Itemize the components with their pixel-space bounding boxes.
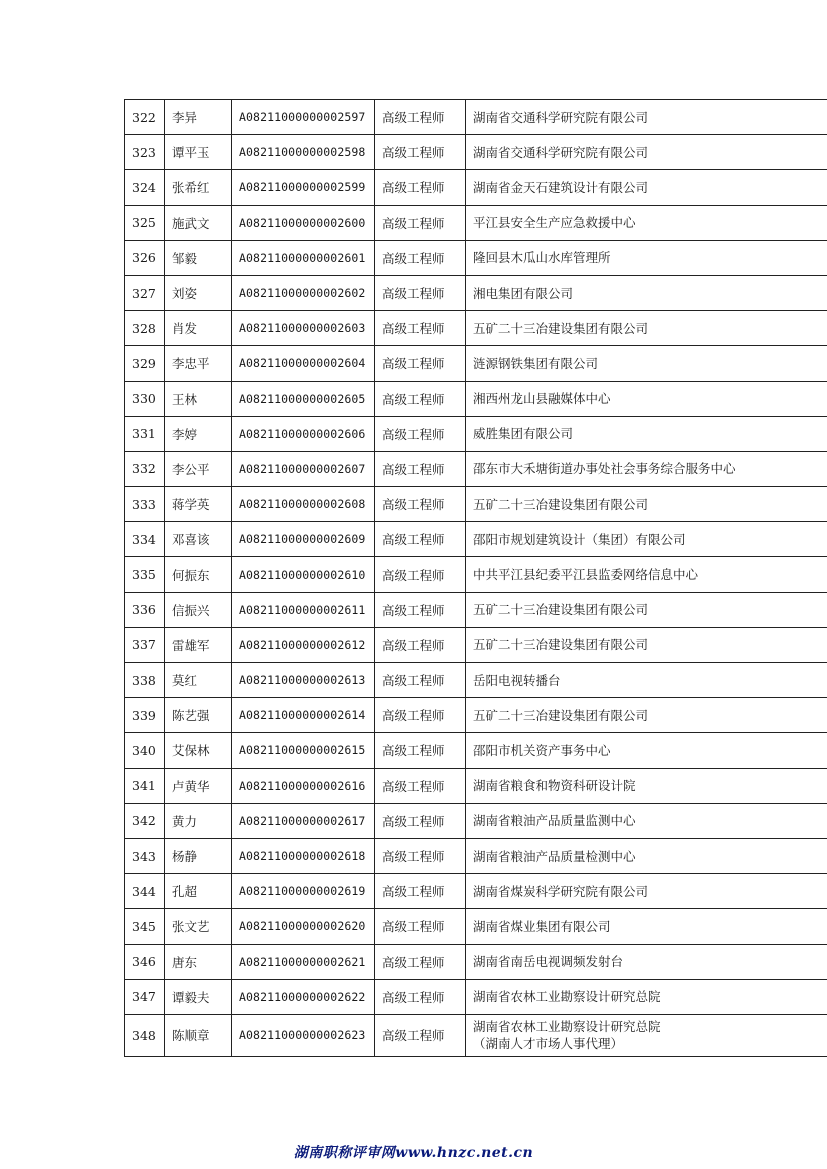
professional-title: 高级工程师 [375, 451, 466, 486]
certificate-id: A08211000000002613 [232, 663, 375, 698]
table-row [125, 416, 827, 451]
organization: 中共平江县纪委平江县监委网络信息中心 [466, 557, 827, 592]
table-row [125, 733, 827, 768]
table-row [125, 803, 827, 838]
row-number: 331 [125, 416, 165, 451]
professional-title: 高级工程师 [375, 698, 466, 733]
person-name: 杨静 [165, 838, 232, 873]
row-number: 341 [125, 768, 165, 803]
table-row [125, 311, 827, 346]
organization: 涟源钢铁集团有限公司 [466, 346, 827, 381]
person-name: 孔超 [165, 874, 232, 909]
table-row [125, 592, 827, 627]
table-row [125, 100, 827, 135]
person-name: 莫红 [165, 663, 232, 698]
organization: 五矿二十三冶建设集团有限公司 [466, 311, 827, 346]
person-name: 唐东 [165, 944, 232, 979]
person-name: 李异 [165, 100, 232, 135]
row-number: 333 [125, 487, 165, 522]
person-name: 张文艺 [165, 909, 232, 944]
person-name: 雷雄军 [165, 627, 232, 662]
person-name: 黄力 [165, 803, 232, 838]
table-row [125, 135, 827, 170]
organization: 湖南省煤业集团有限公司 [466, 909, 827, 944]
organization: 邵阳市规划建筑设计（集团）有限公司 [466, 522, 827, 557]
table-row [125, 874, 827, 909]
professional-title: 高级工程师 [375, 874, 466, 909]
professional-title: 高级工程师 [375, 592, 466, 627]
professional-title: 高级工程师 [375, 487, 466, 522]
certificate-id: A08211000000002617 [232, 803, 375, 838]
organization: 邵东市大禾塘街道办事处社会事务综合服务中心 [466, 451, 827, 486]
row-number: 326 [125, 240, 165, 275]
table-row [125, 205, 827, 240]
organization: 湖南省粮油产品质量检测中心 [466, 838, 827, 873]
professional-title: 高级工程师 [375, 170, 466, 205]
roster-table [124, 99, 827, 1057]
organization [466, 1014, 827, 1056]
professional-title: 高级工程师 [375, 205, 466, 240]
organization: 平江县安全生产应急救援中心 [466, 205, 827, 240]
organization: 湖南省农林工业勘察设计研究总院 [466, 979, 827, 1014]
person-name: 陈顺章 [165, 1014, 232, 1056]
certificate-id: A08211000000002602 [232, 275, 375, 310]
certificate-id: A08211000000002618 [232, 838, 375, 873]
certificate-id: A08211000000002607 [232, 451, 375, 486]
table-row [125, 1014, 827, 1056]
organization: 隆回县木瓜山水库管理所 [466, 240, 827, 275]
certificate-id: A08211000000002598 [232, 135, 375, 170]
table-row [125, 346, 827, 381]
professional-title: 高级工程师 [375, 803, 466, 838]
row-number: 327 [125, 275, 165, 310]
certificate-id: A08211000000002597 [232, 100, 375, 135]
row-number: 323 [125, 135, 165, 170]
table-row [125, 663, 827, 698]
organization: 湖南省交通科学研究院有限公司 [466, 135, 827, 170]
certificate-id: A08211000000002619 [232, 874, 375, 909]
professional-title: 高级工程师 [375, 275, 466, 310]
table-row [125, 768, 827, 803]
person-name: 肖发 [165, 311, 232, 346]
professional-title: 高级工程师 [375, 768, 466, 803]
certificate-id: A08211000000002599 [232, 170, 375, 205]
row-number: 338 [125, 663, 165, 698]
table-row [125, 170, 827, 205]
certificate-id: A08211000000002611 [232, 592, 375, 627]
organization: 邵阳市机关资产事务中心 [466, 733, 827, 768]
organization: 五矿二十三冶建设集团有限公司 [466, 627, 827, 662]
certificate-id: A08211000000002609 [232, 522, 375, 557]
row-number: 340 [125, 733, 165, 768]
row-number: 347 [125, 979, 165, 1014]
row-number: 336 [125, 592, 165, 627]
row-number: 332 [125, 451, 165, 486]
person-name: 张希红 [165, 170, 232, 205]
certificate-id: A08211000000002605 [232, 381, 375, 416]
row-number: 330 [125, 381, 165, 416]
person-name: 刘姿 [165, 275, 232, 310]
professional-title: 高级工程师 [375, 311, 466, 346]
professional-title: 高级工程师 [375, 1014, 466, 1056]
organization: 湘电集团有限公司 [466, 275, 827, 310]
person-name: 李公平 [165, 451, 232, 486]
professional-title: 高级工程师 [375, 346, 466, 381]
row-number: 342 [125, 803, 165, 838]
row-number: 325 [125, 205, 165, 240]
person-name: 陈艺强 [165, 698, 232, 733]
organization: 湖南省煤炭科学研究院有限公司 [466, 874, 827, 909]
certificate-id: A08211000000002600 [232, 205, 375, 240]
row-number: 348 [125, 1014, 165, 1056]
certificate-id: A08211000000002603 [232, 311, 375, 346]
row-number: 322 [125, 100, 165, 135]
certificate-id: A08211000000002601 [232, 240, 375, 275]
certificate-id: A08211000000002612 [232, 627, 375, 662]
table-row [125, 487, 827, 522]
table-row [125, 698, 827, 733]
row-number: 346 [125, 944, 165, 979]
table-row [125, 522, 827, 557]
row-number: 334 [125, 522, 165, 557]
organization: 湖南省南岳电视调频发射台 [466, 944, 827, 979]
table-row [125, 275, 827, 310]
certificate-id: A08211000000002623 [232, 1014, 375, 1056]
professional-title: 高级工程师 [375, 838, 466, 873]
person-name: 王林 [165, 381, 232, 416]
row-number: 328 [125, 311, 165, 346]
professional-title: 高级工程师 [375, 557, 466, 592]
row-number: 344 [125, 874, 165, 909]
roster-body [125, 100, 827, 1057]
organization: 湖南省金天石建筑设计有限公司 [466, 170, 827, 205]
certificate-id: A08211000000002615 [232, 733, 375, 768]
table-row [125, 944, 827, 979]
professional-title: 高级工程师 [375, 627, 466, 662]
organization: 岳阳电视转播台 [466, 663, 827, 698]
person-name: 信振兴 [165, 592, 232, 627]
professional-title: 高级工程师 [375, 944, 466, 979]
organization: 威胜集团有限公司 [466, 416, 827, 451]
certificate-id: A08211000000002622 [232, 979, 375, 1014]
professional-title: 高级工程师 [375, 416, 466, 451]
person-name: 邹毅 [165, 240, 232, 275]
table-row [125, 627, 827, 662]
certificate-id: A08211000000002606 [232, 416, 375, 451]
organization: 湘西州龙山县融媒体中心 [466, 381, 827, 416]
certificate-id: A08211000000002620 [232, 909, 375, 944]
person-name: 谭平玉 [165, 135, 232, 170]
organization: 湖南省粮食和物资科研设计院 [466, 768, 827, 803]
organization-note: （湖南人才市场人事代理） [473, 1036, 624, 1052]
row-number: 324 [125, 170, 165, 205]
organization: 五矿二十三冶建设集团有限公司 [466, 487, 827, 522]
professional-title: 高级工程师 [375, 381, 466, 416]
row-number: 345 [125, 909, 165, 944]
certificate-id: A08211000000002608 [232, 487, 375, 522]
row-number: 337 [125, 627, 165, 662]
person-name: 卢黄华 [165, 768, 232, 803]
footer-watermark: 湖南职称评审网www.hnzc.net.cn [293, 1145, 534, 1161]
organization: 湖南省交通科学研究院有限公司 [466, 100, 827, 135]
organization-name: 湖南省农林工业勘察设计研究总院 [473, 1019, 661, 1035]
row-number: 329 [125, 346, 165, 381]
professional-title: 高级工程师 [375, 733, 466, 768]
professional-title: 高级工程师 [375, 240, 466, 275]
person-name: 李忠平 [165, 346, 232, 381]
row-number: 335 [125, 557, 165, 592]
certificate-id: A08211000000002621 [232, 944, 375, 979]
person-name: 邓喜该 [165, 522, 232, 557]
person-name: 何振东 [165, 557, 232, 592]
table-row [125, 909, 827, 944]
person-name: 艾保林 [165, 733, 232, 768]
table-row [125, 381, 827, 416]
professional-title: 高级工程师 [375, 663, 466, 698]
person-name: 蒋学英 [165, 487, 232, 522]
certificate-id: A08211000000002616 [232, 768, 375, 803]
row-number: 339 [125, 698, 165, 733]
table-row [125, 838, 827, 873]
table-row [125, 557, 827, 592]
table-row [125, 451, 827, 486]
certificate-id: A08211000000002604 [232, 346, 375, 381]
person-name: 施武文 [165, 205, 232, 240]
person-name: 李婷 [165, 416, 232, 451]
professional-title: 高级工程师 [375, 979, 466, 1014]
organization: 五矿二十三冶建设集团有限公司 [466, 698, 827, 733]
professional-title: 高级工程师 [375, 100, 466, 135]
table-row [125, 240, 827, 275]
professional-title: 高级工程师 [375, 135, 466, 170]
table-row [125, 979, 827, 1014]
professional-title: 高级工程师 [375, 522, 466, 557]
organization: 五矿二十三冶建设集团有限公司 [466, 592, 827, 627]
person-name: 谭毅夫 [165, 979, 232, 1014]
certificate-id: A08211000000002614 [232, 698, 375, 733]
certificate-id: A08211000000002610 [232, 557, 375, 592]
organization: 湖南省粮油产品质量监测中心 [466, 803, 827, 838]
professional-title: 高级工程师 [375, 909, 466, 944]
row-number: 343 [125, 838, 165, 873]
